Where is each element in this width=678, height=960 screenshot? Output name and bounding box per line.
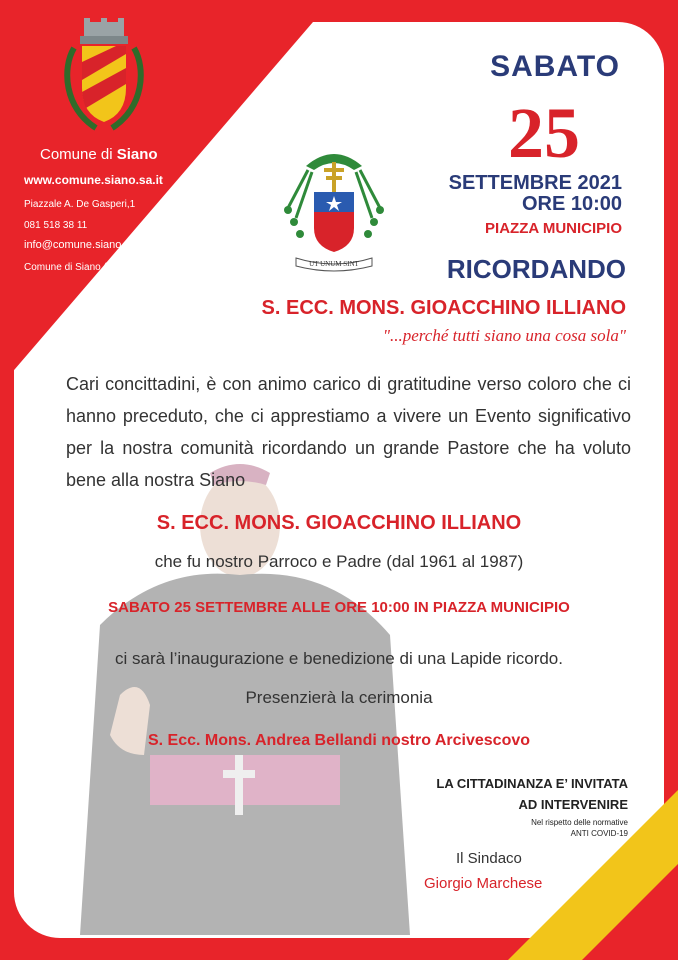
invitation-line-1: LA CITTADINANZA E’ INVITATA xyxy=(436,776,628,791)
month-year-text: SETTEMBRE 2021 xyxy=(448,172,622,194)
coat-motto-text: UT UNUM SINT xyxy=(309,260,359,268)
motto-quote: "...perché tutti siano una cosa sola" xyxy=(382,326,626,345)
address-text: Piazzale A. De Gasperi,1 xyxy=(24,199,136,210)
norms-line-2: ANTI COVID-19 xyxy=(570,829,628,838)
presides-text: Presenzierà la cerimonia xyxy=(245,688,433,707)
honoree-name: S. ECC. MONS. GIOACCHINO ILLIANO xyxy=(261,297,626,319)
time-text: ORE 10:00 xyxy=(521,193,622,215)
invitation-line-2: AD INTERVENIRE xyxy=(518,797,628,812)
archbishop-text: S. Ecc. Mons. Andrea Bellandi nostro Arcivescovo xyxy=(147,732,531,749)
honoree-name-repeat: S. ECC. MONS. GIOACCHINO ILLIANO xyxy=(156,512,522,534)
website-link[interactable]: www.comune.siano.sa.it xyxy=(24,173,163,187)
phone-text: 081 518 38 11 xyxy=(24,220,88,231)
intro-paragraph: Cari concittadini, è con animo carico di gratitudine verso coloro che ci hanno preceduto, che ci apprestiamo a vivere un Evento significativo per la nostra comunità ricordando un grande Pastore che ha voluto bene alla nostra Siano xyxy=(66,374,631,490)
place-text: PIAZZA MUNICIPIO xyxy=(485,220,622,237)
parroco-text: che fu nostro Parroco e Padre (dal 1961 al 1987) xyxy=(154,552,524,571)
inauguration-text: ci sarà l’inaugurazione e benedizione di una Lapide ricordo. xyxy=(115,649,563,668)
email-link[interactable]: info@comune.siano.sa.it xyxy=(24,239,145,251)
day-number-heading: 25 xyxy=(508,93,580,173)
day-name-heading: SABATO xyxy=(490,50,620,83)
comune-name-label: Comune di Siano xyxy=(40,146,158,163)
mayor-name: Giorgio Marchese xyxy=(424,875,543,892)
event-date-line: SABATO 25 SETTEMBRE ALLE ORE 10:00 IN PIAZZA MUNICIPIO xyxy=(108,599,570,616)
ricordando-heading: RICORDANDO xyxy=(446,254,626,284)
location-text: Comune di Siano (SA) xyxy=(24,262,124,273)
mayor-title: Il Sindaco xyxy=(456,850,522,867)
episcopal-coat-of-arms xyxy=(278,148,390,276)
comune-crest-logo xyxy=(56,18,152,138)
norms-line-1: Nel rispetto delle normative xyxy=(531,818,628,827)
